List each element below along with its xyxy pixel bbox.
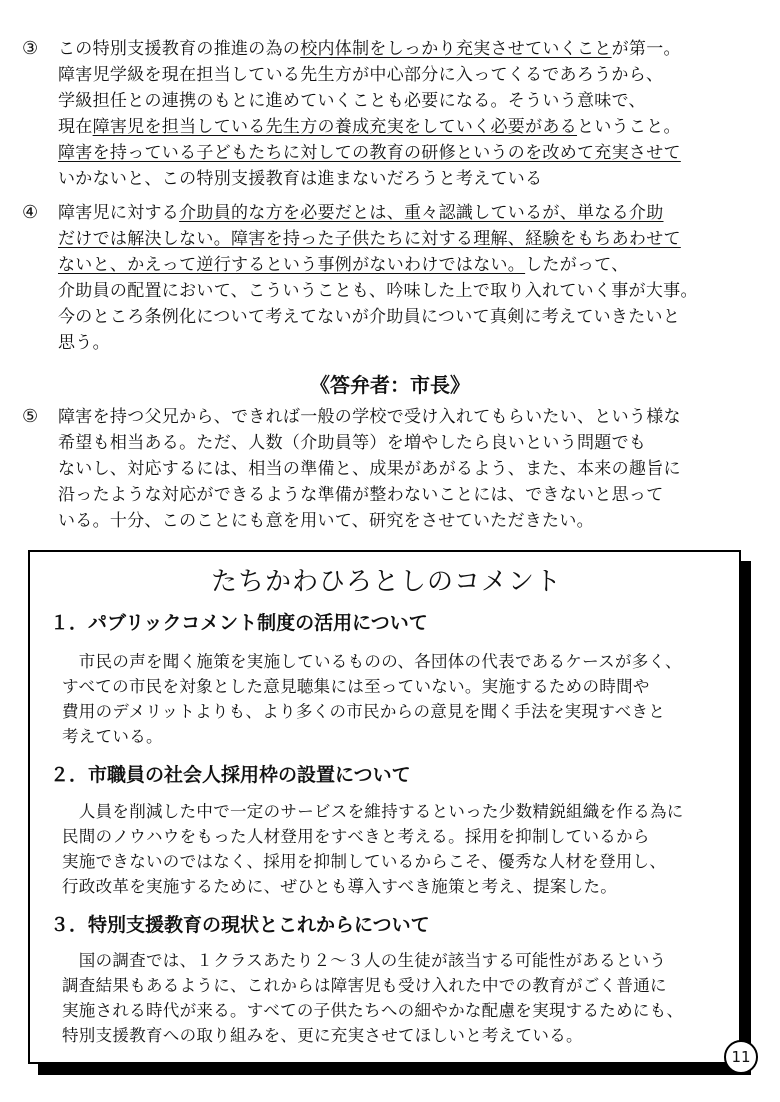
- item-line: [58, 431, 646, 455]
- text-run: ないし、対応するには、相当の準備と、成果があがるよう、また、本来の趣旨に: [58, 459, 681, 479]
- section-line: 実施される時代が来る。すべての子供たちへの細やかな配慮を実現するためにも、: [62, 1001, 684, 1020]
- item-marker: ④: [22, 202, 39, 223]
- underlined-text: だけでは解決しない。障害を持った子供たちに対する理解、経験をもちあわせて: [58, 229, 681, 249]
- section-line: 市民の声を聞く施策を実施しているものの、各団体の代表であるケースが多く、: [62, 652, 682, 671]
- text-run: 現在: [58, 117, 93, 137]
- text-run: いる。十分、このことにも意を用いて、研究をさせていただきたい。: [58, 511, 594, 531]
- section-line: 実施できないのではなく、採用を抑制しているからこそ、優秀な人材を登用し、: [62, 852, 667, 871]
- item-line: [58, 405, 681, 429]
- text-run: 希望も相当ある。ただ、人数（介助員等）を増やしたら良いという問題でも: [58, 433, 647, 453]
- underlined-text: 介助員的な方を必要だとは、重々認識しているが、単なる介助: [179, 203, 664, 223]
- section-line: 行政改革を実施するために、ぜひとも導入すべき施策と考え、提案した。: [62, 877, 618, 896]
- text-run: 今のところ条例化について考えてないが介助員について真剣に考えていきたいと: [58, 307, 681, 327]
- section-heading: ３．特別支援教育の現状とこれからについて: [50, 914, 430, 936]
- underlined-text: 校内体制をしっかり充実させていくこと: [300, 39, 612, 59]
- item-line: [58, 141, 681, 165]
- item-line: [58, 227, 681, 251]
- text-run: この特別支援教育の推進の為の: [58, 39, 301, 59]
- comment-box: [28, 550, 741, 1064]
- underlined-text: ないと、かえって逆行するという事例がないわけではない。: [58, 255, 526, 275]
- text-run: 思う。: [58, 333, 110, 353]
- section-line: 費用のデメリットよりも、より多くの市民からの意見を聞く手法を実現すべきと: [62, 702, 666, 721]
- text-run: 学級担任との連携のもとに進めていくことも必要になる。そういう意味で、: [58, 91, 646, 111]
- item-line: [58, 201, 664, 225]
- section-heading: １．パブリックコメント制度の活用について: [50, 612, 428, 634]
- item-line: [58, 37, 681, 61]
- text-run: 障害児に対する: [58, 203, 180, 223]
- section-line: 民間のノウハウをもった人材登用をすべきと考える。採用を抑制しているから: [62, 827, 650, 846]
- item-line: [58, 63, 663, 87]
- comment-box-title: たちかわひろとしのコメント: [210, 567, 562, 597]
- text-run: 介助員の配置において、こういうことも、吟味した上で取り入れていく事が大事。: [58, 281, 698, 301]
- section-line: 人員を削減した中で一定のサービスを維持するといった少数精鋭組織を作る為に: [62, 802, 684, 821]
- item-marker: ③: [22, 38, 39, 59]
- item-line: [58, 279, 698, 303]
- text-run: 障害児学級を現在担当している先生方が中心部分に入ってくるであろうから、: [58, 65, 664, 85]
- page-number: 11: [724, 1040, 758, 1074]
- section-line: すべての市民を対象とした意見聴集には至っていない。実施するための時間や: [62, 677, 650, 696]
- item-line: [58, 167, 542, 191]
- item-line: [58, 331, 110, 355]
- item-line: [58, 509, 594, 533]
- text-run: したがって、: [525, 255, 629, 275]
- underlined-text: 障害を持っている子どもたちに対しての教育の研修というのを改めて充実させて: [58, 143, 681, 163]
- section-line: 国の調査では、１クラスあたり２～３人の生徒が該当する可能性があるという: [62, 951, 667, 970]
- item-line: [58, 115, 681, 139]
- item-marker: ⑤: [22, 406, 39, 427]
- section-heading: ２．市職員の社会人採用枠の設置について: [50, 764, 411, 786]
- section-line: 調査結果もあるように、これからは障害児も受け入れた中での教育がごく普通に: [62, 976, 667, 995]
- text-run: いかないと、この特別支援教育は進まないだろうと考えている: [58, 169, 543, 189]
- section-line: 特別支援教育への取り組みを、更に充実させてほしいと考えている。: [62, 1026, 583, 1045]
- text-run: が第一。: [611, 39, 681, 59]
- item-line: [58, 253, 629, 277]
- respondent-heading: 《答弁者：市長》: [310, 373, 470, 397]
- text-run: ということ。: [577, 117, 681, 137]
- item-line: [58, 457, 681, 481]
- underlined-text: 障害児を担当している先生方の養成充実をしていく必要がある: [92, 117, 578, 137]
- text-run: 沿ったような対応ができるような準備が整わないことには、できないと思って: [58, 485, 664, 505]
- item-line: [58, 305, 680, 329]
- item-line: [58, 89, 646, 113]
- item-line: [58, 483, 664, 507]
- section-line: 考えている。: [62, 727, 163, 746]
- text-run: 障害を持つ父兄から、できれば一般の学校で受け入れてもらいたい、という様な: [58, 407, 681, 427]
